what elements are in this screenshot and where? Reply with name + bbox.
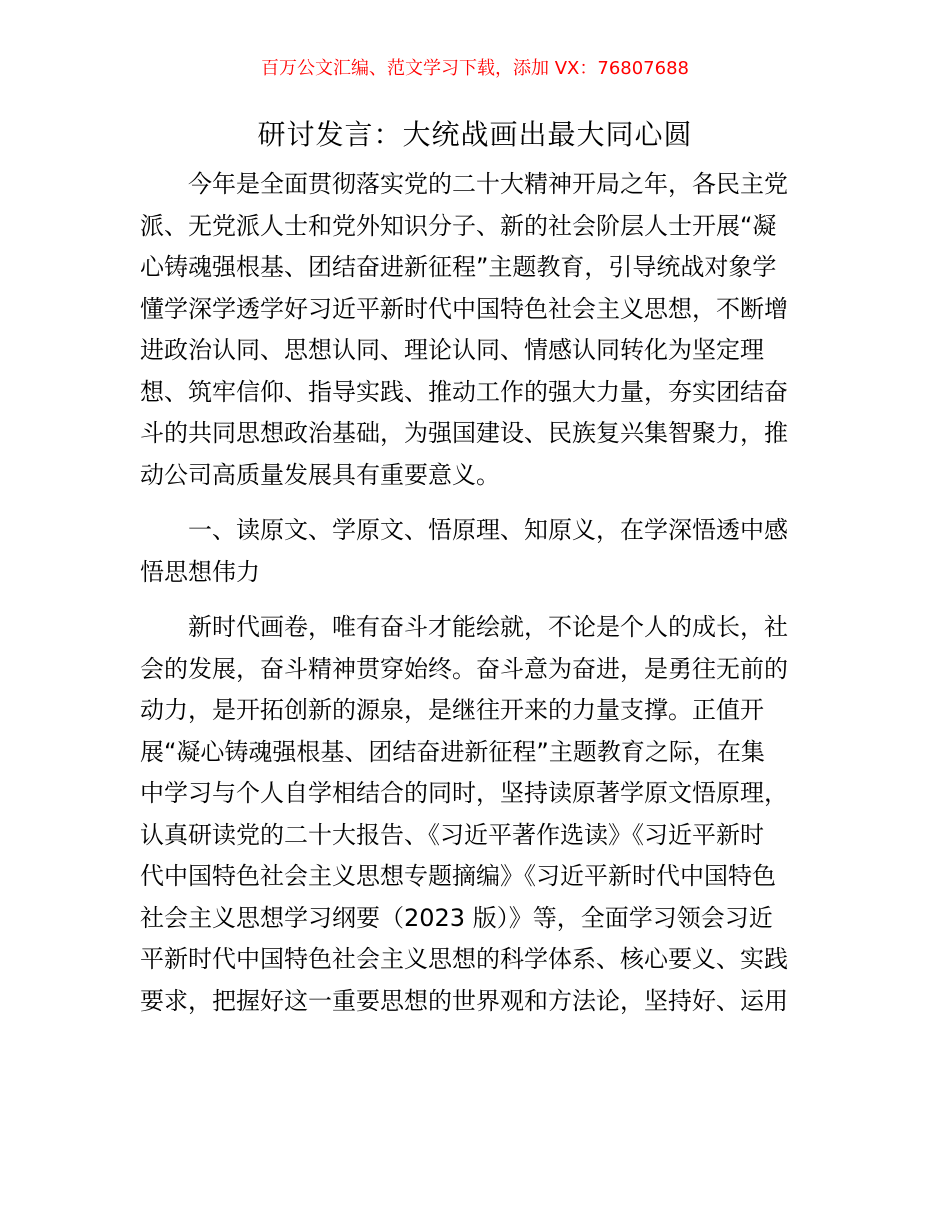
text-line: 悟思想伟力 [140, 557, 260, 586]
text-line: 动力，是开拓创新的源泉，是继往开来的力量支撑。正值开 [140, 696, 764, 724]
text-line: 平新时代中国特色社会主义思想的科学体系、核心要义、实践 [140, 945, 788, 973]
text-line: 会的发展，奋斗精神贯穿始终。奋斗意为奋进，是勇往无前的 [140, 654, 788, 683]
text-line: 今年是全面贯彻落实党的二十大精神开局之年，各民主党 [188, 170, 788, 198]
document-body [140, 164, 812, 1022]
text-line: 进政治认同、思想认同、理论认同、情感认同转化为坚定理 [140, 336, 764, 364]
paragraph-section-heading [140, 510, 812, 593]
text-line: 派、无党派人士和党外知识分子、新的社会阶层人士开展“凝 [140, 211, 777, 240]
text-line: 斗的共同思想政治基础，为强国建设、民族复兴集智聚力，推 [140, 419, 788, 447]
header-watermark-note: 百万公文汇编、范文学习下载，添加 VX：76807688 [261, 58, 689, 79]
text-line: 社会主义思想学习纲要（2023 版）》等，全面学习领会习近 [140, 903, 773, 932]
text-line: 代中国特色社会主义思想专题摘编》《习近平新时代中国特色 [140, 862, 776, 890]
paragraph-intro [140, 164, 812, 496]
text-line: 中学习与个人自学相结合的同时，坚持读原著学原文悟原理， [140, 779, 788, 807]
text-line: 想、筑牢信仰、指导实践、推动工作的强大力量，夯实团结奋 [140, 377, 788, 406]
text-line: 懂学深学透学好习近平新时代中国特色社会主义思想，不断增 [140, 294, 788, 323]
text-line: 要求，把握好这一重要思想的世界观和方法论，坚持好、运用 [140, 986, 788, 1015]
text-line: 一、读原文、学原文、悟原理、知原义，在学深悟透中感 [188, 516, 788, 544]
document-title: 研讨发言：大统战画出最大同心圆 [257, 118, 693, 151]
paragraph-gap [140, 593, 812, 607]
text-line: 心铸魂强根基、团结奋进新征程”主题教育，引导统战对象学 [140, 253, 777, 281]
text-line: 动公司高质量发展具有重要意义。 [140, 460, 500, 489]
text-line: 展“凝心铸魂强根基、团结奋进新征程”主题教育之际，在集 [140, 737, 765, 766]
text-line: 新时代画卷，唯有奋斗才能绘就，不论是个人的成长，社 [188, 613, 788, 641]
paragraph-body [140, 607, 812, 1022]
text-line: 认真研读党的二十大报告、《习近平著作选读》《习近平新时 [140, 820, 764, 849]
paragraph-gap [140, 496, 812, 510]
